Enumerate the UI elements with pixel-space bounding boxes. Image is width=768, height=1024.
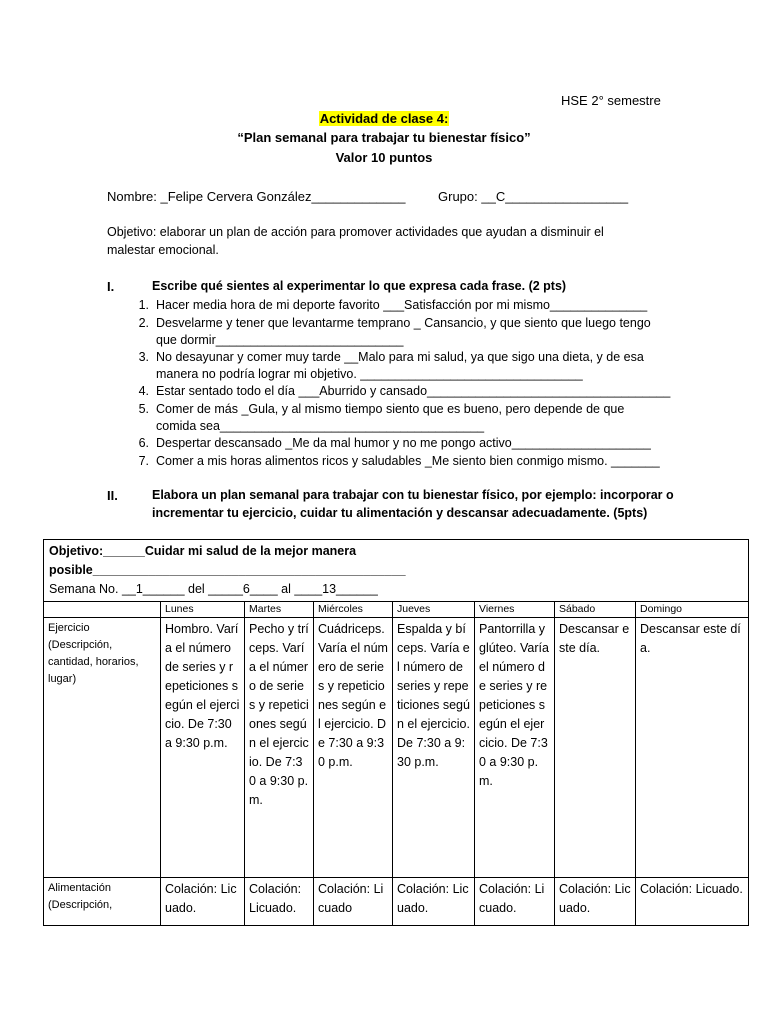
day-header-friday: Viernes — [475, 602, 555, 618]
objective-line-2: malestar emocional. — [107, 243, 219, 257]
activity-title: Actividad de clase 4: — [319, 111, 449, 126]
table-row — [44, 878, 749, 926]
food-cell-thursday: Colación: Licuado. — [393, 878, 475, 926]
day-header-thursday: Jueves — [393, 602, 475, 618]
exercise-cell-sunday: Descansar este día. — [636, 618, 749, 878]
section-1-numeral: I. — [107, 279, 115, 294]
value-label: Valor 10 puntos — [335, 150, 433, 165]
table-header-cell — [44, 540, 749, 602]
exercise-cell-tuesday: Pecho y tríceps. Varía el número de series y repeticiones según el ejercicio. De 7:30 a 9:30 p.m. — [245, 618, 314, 878]
section-2-numeral: II. — [107, 488, 118, 503]
week-line: Semana No. __1______ del _____6____ al ____13______ — [49, 582, 378, 596]
day-header-wednesday: Miércoles — [314, 602, 393, 618]
exercise-cell-thursday: Espalda y bíceps. Varía el número de series y repeticiones según el ejercicio. De 7:30 a 9:30 p.m. — [393, 618, 475, 878]
exercise-cell-saturday: Descansar este día. — [555, 618, 636, 878]
day-header-empty — [44, 602, 161, 618]
section-1-instruction: Escribe qué sientes al experimentar lo que expresa cada frase. (2 pts) — [152, 279, 567, 293]
section-2-line-2: incrementar tu ejercicio, cuidar tu alimentación y descansar adecuadamente. (5pts) — [152, 506, 648, 520]
student-name: Nombre: _Felipe Cervera González_____________ — [107, 189, 406, 204]
food-cell-saturday: Colación: Licuado. — [555, 878, 636, 926]
student-group: Grupo: __C_________________ — [438, 189, 629, 204]
food-cell-friday: Colación: Licuado. — [475, 878, 555, 926]
day-header-sunday: Domingo — [636, 602, 749, 618]
weekly-plan-table — [43, 539, 749, 926]
section-1-list: 1. Hacer media hora de mi deporte favorito ___Satisfacción por mi mismo______________ 2. Desvelarme y tener que levantarme temprano _ Cansancio, y que siento que luego tengo que dormir___________________________ 3. No desayunar y comer muy tarde __Malo para mi salud, ya que sigo una dieta, y de esa manera no podría lograr mi objetivo. ________________________________ 4. Estar sentado todo el día ___Aburrido y cansado___________________________________ 5. Comer de más _Gula, y al mismo tiempo siento que es bueno, pero depende de que comida sea______________________________________ 6. Despertar descansado _Me da mal humor y no me pongo activo____________________ 7. Comer a mis horas alimentos ricos y saludables _Me siento bien conmigo mismo. _______ — [138, 298, 671, 468]
day-header-saturday: Sábado — [555, 602, 636, 618]
day-header-monday: Lunes — [161, 602, 245, 618]
food-cell-sunday: Colación: Licuado. — [636, 878, 749, 926]
table-row — [44, 618, 749, 878]
day-header-tuesday: Martes — [245, 602, 314, 618]
section-2-line-1: Elabora un plan semanal para trabajar con tu bienestar físico, por ejemplo: incorporar o — [152, 488, 674, 502]
table-objective-line-1: Objetivo:______Cuidar mi salud de la mejor manera — [49, 544, 357, 558]
objective-line-1: Objetivo: elaborar un plan de acción para promover actividades que ayudan a disminuir el — [107, 225, 604, 239]
food-cell-wednesday: Colación: Licuado — [314, 878, 393, 926]
table-objective-line-2: posible_____________________________________________ — [49, 563, 406, 577]
food-cell-monday: Colación: Licuado. — [161, 878, 245, 926]
food-cell-tuesday: Colación: Licuado. — [245, 878, 314, 926]
plan-title: “Plan semanal para trabajar tu bienestar físico” — [237, 130, 531, 145]
row-label-food: Alimentación (Descripción, — [44, 878, 161, 926]
course-label: HSE 2° semestre — [561, 93, 661, 108]
exercise-cell-wednesday: Cuádriceps. Varía el número de series y repeticiones según el ejercicio. De 7:30 a 9:30 p.m. — [314, 618, 393, 878]
table-header-row — [44, 540, 749, 602]
days-row — [44, 602, 749, 618]
exercise-cell-friday: Pantorrilla y glúteo. Varía el número de series y repeticiones según el ejercicio. De 7:30 a 9:30 p.m. — [475, 618, 555, 878]
row-label-exercise: Ejercicio (Descripción, cantidad, horarios, lugar) — [44, 618, 161, 878]
exercise-cell-monday: Hombro. Varía el número de series y repeticiones según el ejercicio. De 7:30 a 9:30 p.m. — [161, 618, 245, 878]
